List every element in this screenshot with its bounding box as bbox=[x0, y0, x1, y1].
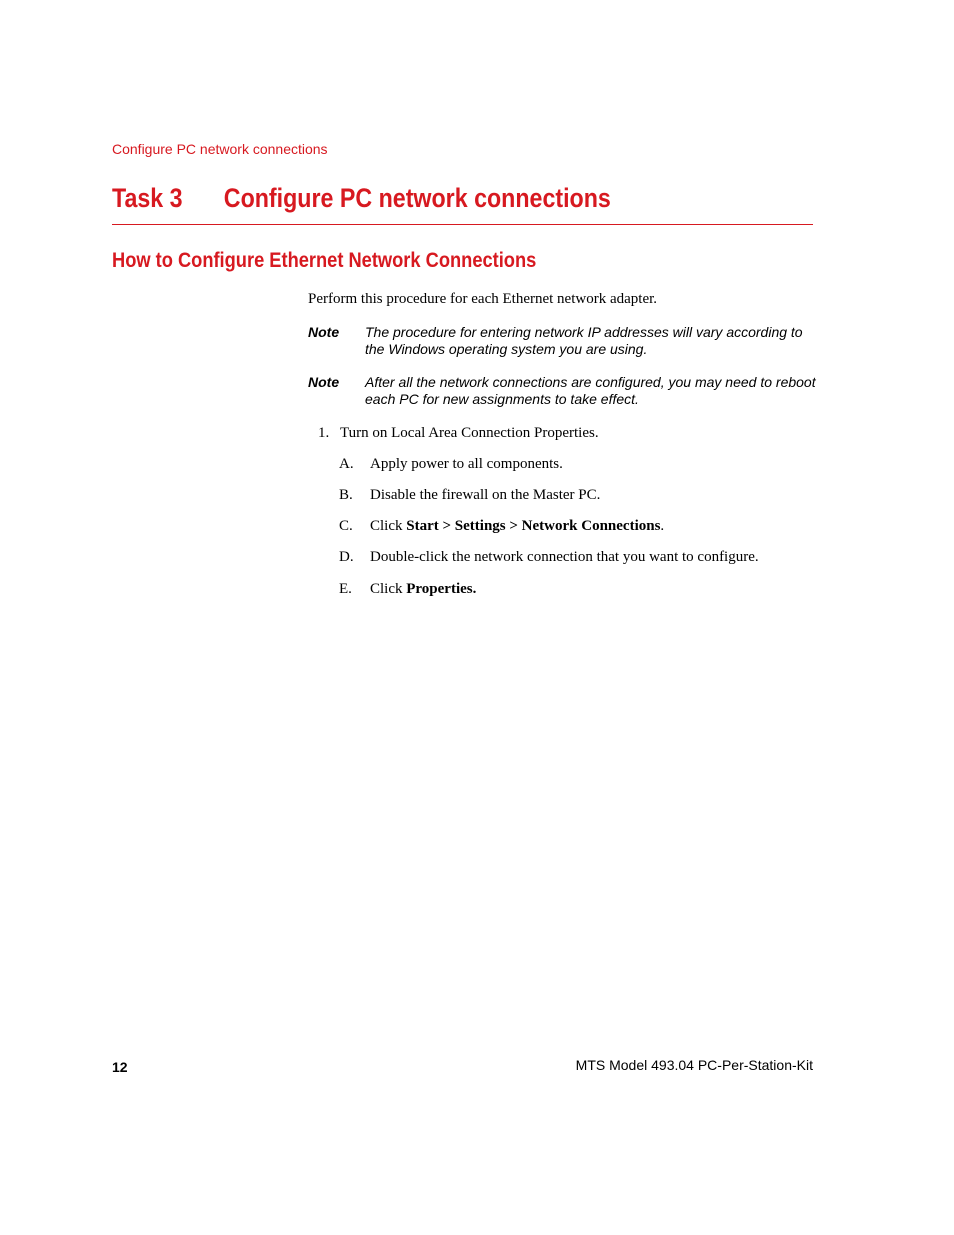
note-text: The procedure for entering network IP addresses will vary according to the Windows operating system you are using. bbox=[365, 324, 803, 357]
task-heading bbox=[112, 183, 715, 214]
substep-letter: B. bbox=[339, 487, 353, 503]
section-heading: How to Configure Ethernet Network Connections bbox=[112, 249, 537, 272]
page-number: 12 bbox=[112, 1059, 128, 1075]
substep-text: Disable the firewall on the Master PC. bbox=[370, 487, 601, 503]
substep-letter: A. bbox=[339, 456, 354, 472]
substep-letter: D. bbox=[339, 549, 354, 565]
note-block bbox=[308, 374, 818, 408]
button-name: Properties. bbox=[406, 581, 477, 597]
task-number: Task 3 bbox=[112, 183, 183, 213]
menu-path: Start > Settings > Network Connections bbox=[406, 518, 661, 534]
substep-text: Double-click the network connection that you want to configure. bbox=[370, 549, 759, 565]
heading-rule bbox=[112, 224, 813, 225]
substep-item bbox=[339, 548, 759, 566]
note-block bbox=[308, 324, 818, 358]
note-label: Note bbox=[308, 374, 340, 390]
substep-letter: E. bbox=[339, 581, 352, 597]
substep-suffix: . bbox=[660, 518, 665, 534]
intro-paragraph: Perform this procedure for each Ethernet network adapter. bbox=[308, 291, 658, 307]
substep-item bbox=[339, 486, 600, 504]
substep-letter: C. bbox=[339, 518, 353, 534]
substep-prefix: Click bbox=[370, 581, 407, 597]
step-number: 1. bbox=[318, 425, 330, 441]
footer-title: MTS Model 493.04 PC-Per-Station-Kit bbox=[575, 1057, 813, 1073]
substep-item bbox=[339, 455, 563, 473]
task-title: Configure PC network connections bbox=[223, 183, 611, 213]
substep-item bbox=[339, 517, 664, 535]
note-text: After all the network connections are configured, you may need to reboot each PC for new assignments to take effect. bbox=[365, 374, 816, 407]
running-head: Configure PC network connections bbox=[112, 141, 328, 157]
substep-text: Apply power to all components. bbox=[370, 456, 563, 472]
substep-prefix: Click bbox=[370, 518, 407, 534]
note-label: Note bbox=[308, 324, 340, 340]
procedure-step bbox=[318, 424, 599, 442]
step-text: Turn on Local Area Connection Properties. bbox=[340, 425, 599, 441]
substep-item bbox=[339, 580, 476, 598]
